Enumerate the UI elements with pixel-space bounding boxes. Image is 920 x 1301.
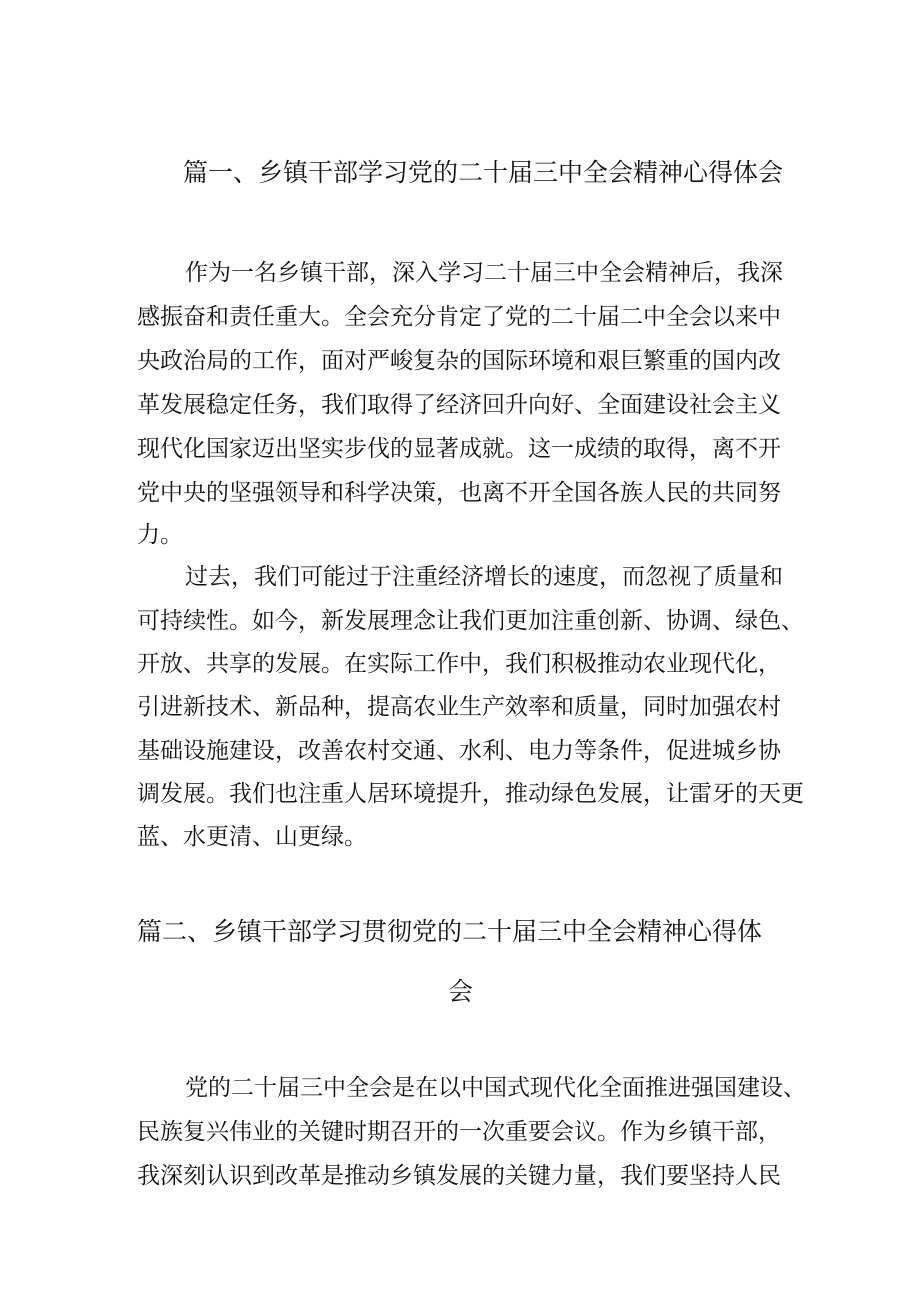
section-2-para-1-line-2: 民族复兴伟业的关键时期召开的一次重要会议。作为乡镇干部，	[137, 1119, 781, 1145]
section-1-para-1-line-4: 革发展稳定任务，我们取得了经济回升向好、全面建设社会主义	[137, 392, 781, 418]
section-1-para-1-line-1: 作为一名乡镇干部，深入学习二十届三中全会精神后，我深	[185, 260, 783, 286]
section-2-para-1-line-3: 我深刻认识到改革是推动乡镇发展的关键力量，我们要坚持人民	[137, 1163, 781, 1189]
section-1-para-2-line-1: 过去，我们可能过于注重经济增长的速度，而忽视了质量和	[185, 564, 783, 590]
section-1-para-1-line-3: 央政治局的工作，面对严峻复杂的国际环境和艰巨繁重的国内改	[137, 348, 781, 374]
section-1-para-1-line-7: 力。	[137, 522, 183, 548]
section-1-para-1-line-2: 感振奋和责任重大。全会充分肯定了党的二十届二中全会以来中	[137, 304, 781, 330]
section-1-para-2-line-6: 调发展。我们也注重人居环境提升，推动绿色发展，让雷牙的天更	[137, 781, 804, 807]
section-1-para-2-line-2: 可持续性。如今，新发展理念让我们更加注重创新、协调、绿色、	[137, 608, 804, 634]
section-1-title: 篇一、乡镇干部学习党的二十届三中全会精神心得体会	[183, 158, 784, 187]
section-1-para-2-line-5: 基础设施建设，改善农村交通、水利、电力等条件，促进城乡协	[137, 738, 781, 764]
section-1-para-2-line-7: 蓝、水更清、山更绿。	[137, 824, 367, 850]
section-2-title-line-1: 篇二、乡镇干部学习贯彻党的二十届三中全会精神心得体	[137, 917, 763, 946]
section-1-para-2-line-3: 开放、共享的发展。在实际工作中，我们积极推动农业现代化，	[137, 651, 781, 677]
section-1-para-1-line-5: 现代化国家迈出坚实步伐的显著成就。这一成绩的取得，离不开	[137, 436, 781, 462]
section-2-para-1-line-1: 党的二十届三中全会是在以中国式现代化全面推进强国建设、	[185, 1075, 806, 1101]
section-2-title-line-2: 会	[448, 977, 474, 1006]
section-1-para-1-line-6: 党中央的坚强领导和科学决策，也离不开全国各族人民的共同努	[137, 480, 781, 506]
section-1-para-2-line-4: 引进新技术、新品种，提高农业生产效率和质量，同时加强农村	[137, 694, 781, 720]
